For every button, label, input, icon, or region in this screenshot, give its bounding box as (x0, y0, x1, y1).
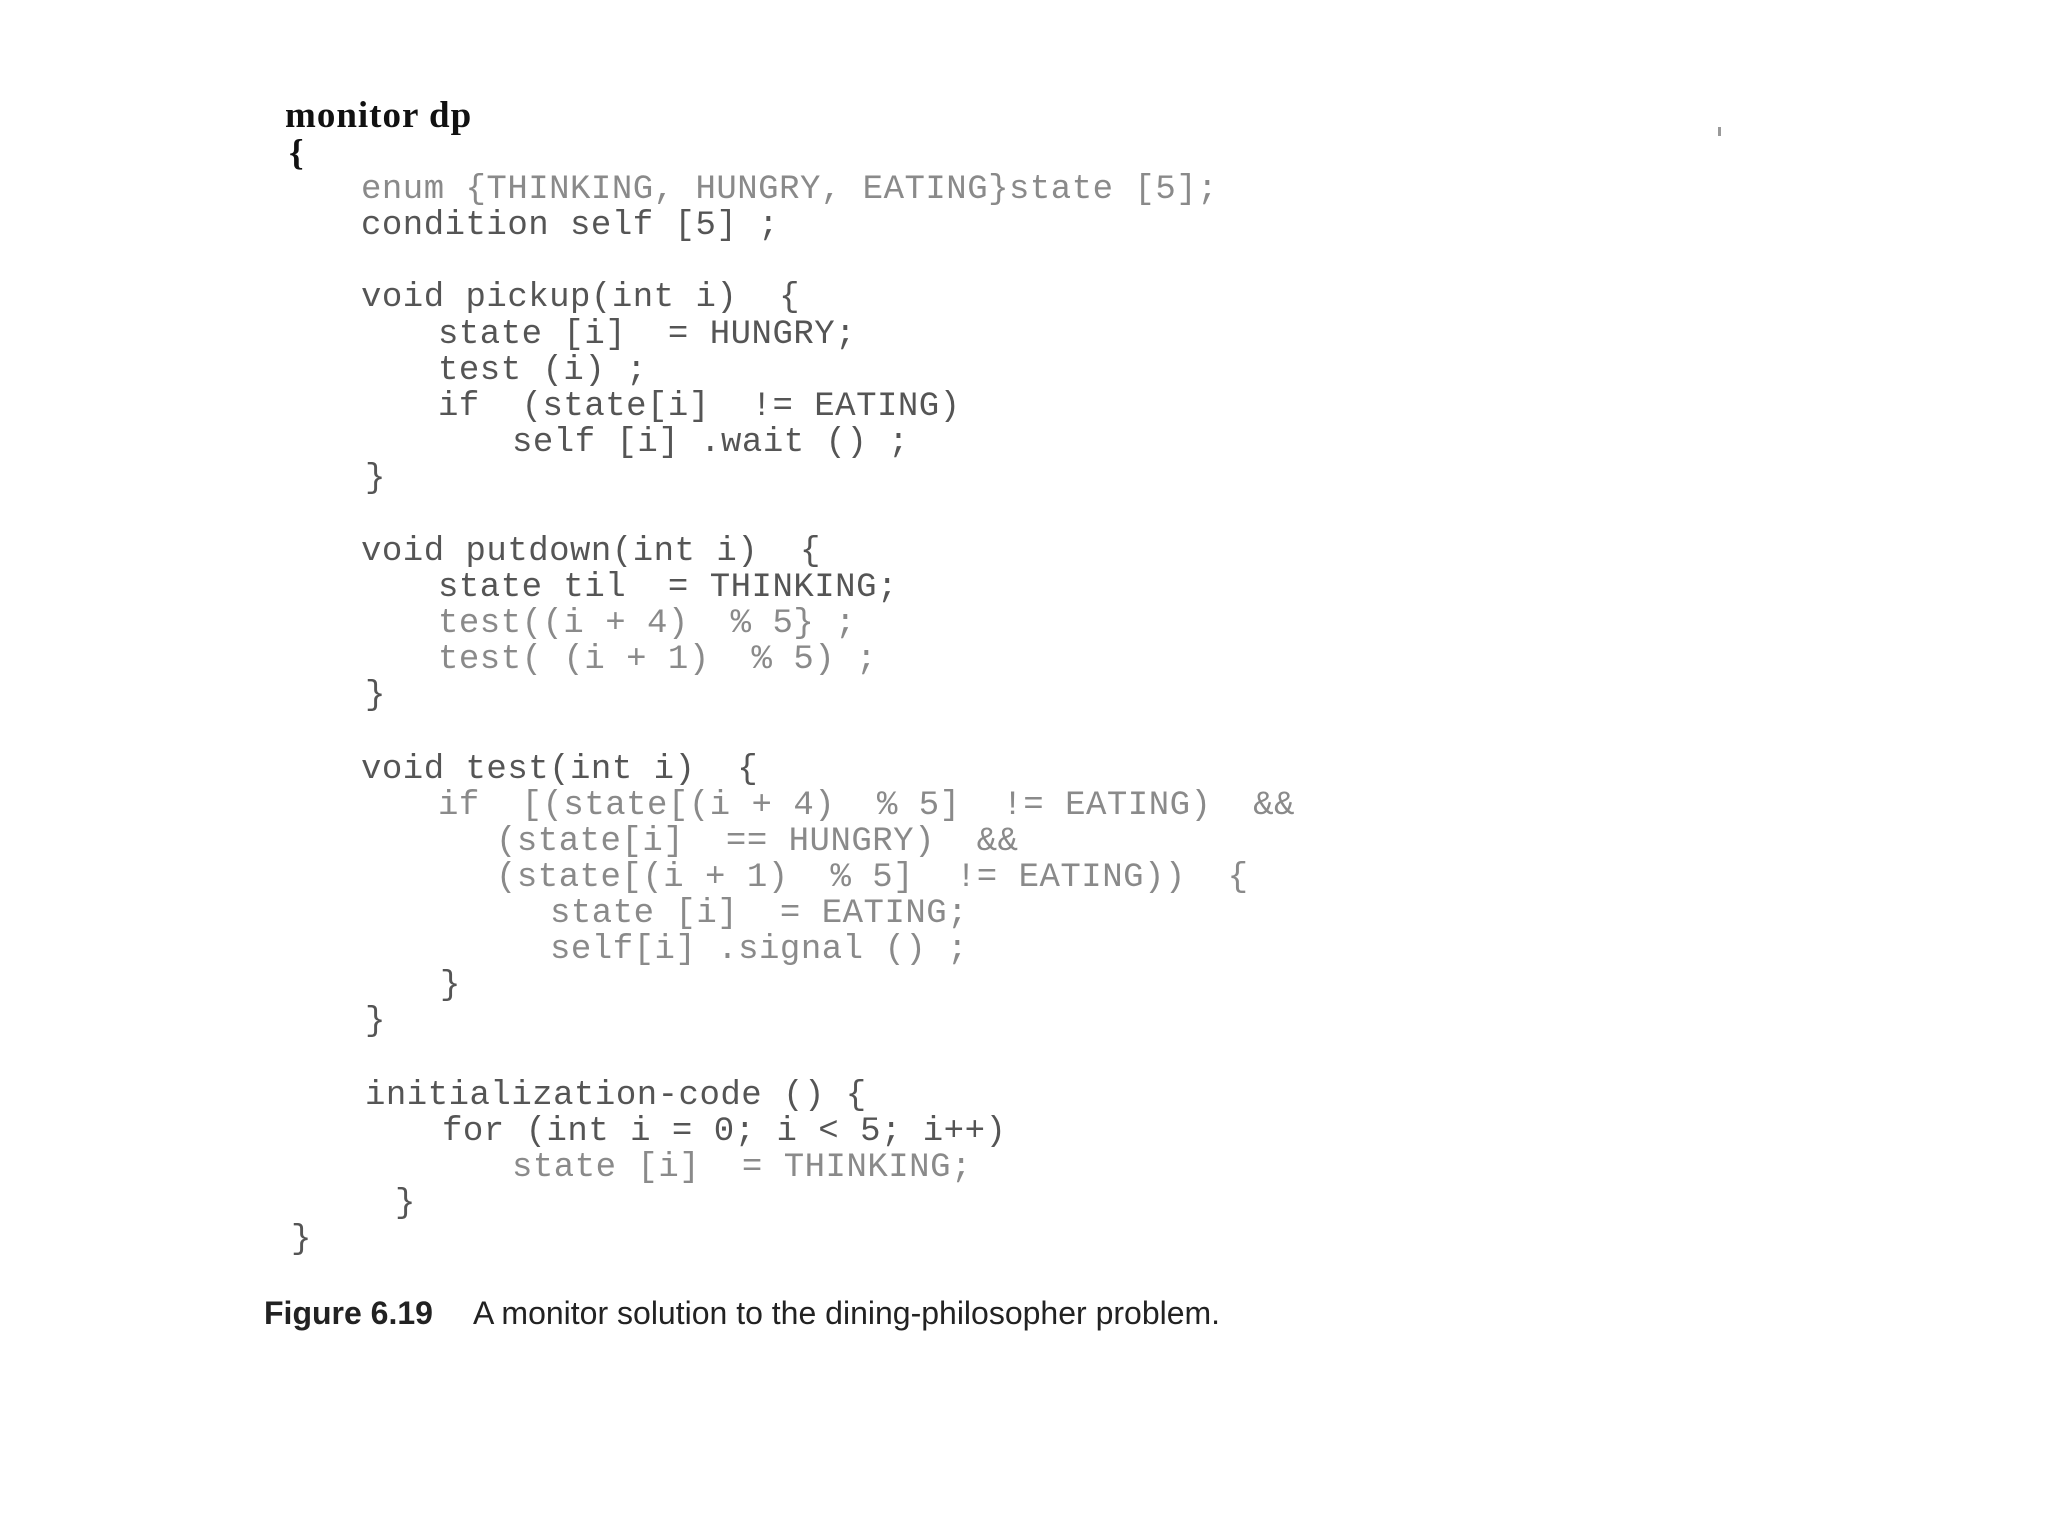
initialization-signature: initialization-code () { (365, 1077, 867, 1115)
initialization-for-loop: for (int i = 0; i < 5; i++) (442, 1113, 1007, 1151)
figure-label: Figure 6.19 (264, 1295, 433, 1331)
initialization-set-thinking: state [i] = THINKING; (512, 1149, 972, 1187)
pickup-close-brace: } (365, 460, 386, 498)
putdown-test-left: test((i + 4) % 5} ; (438, 605, 857, 643)
test-signal-call: self[i] .signal () ; (550, 931, 969, 969)
test-signature: void test(int i) { (361, 751, 759, 789)
monitor-close-brace: } (291, 1221, 312, 1259)
pickup-test-call: test (i) ; (438, 352, 648, 390)
test-close-brace: } (365, 1003, 386, 1041)
test-inner-close-brace: } (440, 967, 461, 1005)
putdown-close-brace: } (365, 677, 386, 715)
figure-caption-text: A monitor solution to the dining-philosopher problem. (472, 1295, 1221, 1331)
monitor-declaration: monitor dp (285, 95, 473, 136)
scan-speck (1718, 127, 1721, 136)
test-condition-hungry: (state[i] == HUNGRY) && (496, 823, 1019, 861)
test-if-left-not-eating: if [(state[(i + 4) % 5] != EATING) && (438, 787, 1296, 825)
test-set-eating: state [i] = EATING; (550, 895, 969, 933)
putdown-test-right: test( (i + 1) % 5) ; (438, 641, 877, 679)
putdown-signature: void putdown(int i) { (361, 533, 821, 571)
pickup-set-hungry: state [i] = HUNGRY; (438, 316, 857, 354)
pickup-signature: void pickup(int i) { (361, 279, 800, 317)
figure-caption (264, 1294, 1220, 1332)
condition-declaration: condition self [5] ; (361, 207, 780, 245)
putdown-set-thinking: state til = THINKING; (438, 569, 898, 607)
monitor-open-brace: { (289, 133, 305, 174)
state-enum-declaration: enum {THINKING, HUNGRY, EATING}state [5]; (361, 171, 1219, 209)
pickup-if-not-eating: if (state[i] != EATING) (438, 388, 961, 426)
initialization-close-brace: } (395, 1185, 416, 1223)
test-condition-right-not-eating: (state[(i + 1) % 5] != EATING)) { (496, 859, 1249, 897)
pickup-wait-call: self [i] .wait () ; (512, 424, 910, 462)
